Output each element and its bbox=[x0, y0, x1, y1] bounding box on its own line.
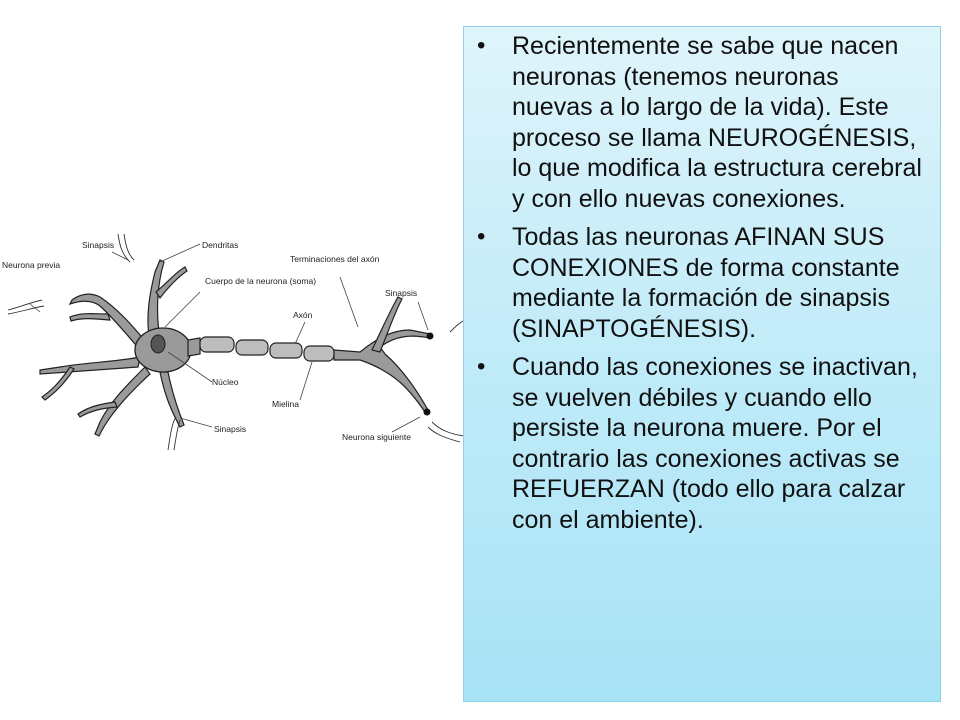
bullet-item bbox=[464, 222, 940, 344]
bullet-dot: • bbox=[477, 32, 486, 59]
label-sinapsis-top: Sinapsis bbox=[82, 240, 115, 250]
bullet-dot: • bbox=[477, 353, 486, 380]
nucleus bbox=[151, 335, 165, 353]
label-neurona-previa: Neurona previa bbox=[2, 260, 61, 270]
label-dendritas: Dendritas bbox=[202, 240, 239, 250]
terminal-bouton bbox=[427, 333, 434, 340]
label-terminaciones: Terminaciones del axón bbox=[290, 254, 380, 264]
bullet-text: Cuando las conexiones se inactivan, se vuelven débiles y cuando ello persiste la neurona muere. Por el contrario las conexiones activas se REFUERZAN (todo ello para calzar con el ambiente). bbox=[512, 353, 918, 534]
label-axon: Axón bbox=[293, 310, 313, 320]
label-sinapsis-bottom: Sinapsis bbox=[214, 424, 247, 434]
label-sinapsis-right: Sinapsis bbox=[385, 288, 418, 298]
label-cuerpo: Cuerpo de la neurona (soma) bbox=[205, 276, 317, 286]
axon-myelin bbox=[188, 337, 334, 361]
label-neurona-siguiente: Neurona siguiente bbox=[342, 432, 411, 442]
label-nucleo: Núcleo bbox=[212, 377, 239, 387]
neuron-illustration bbox=[0, 222, 470, 467]
bullet-text: Todas las neuronas AFINAN SUS CONEXIONES de forma constante mediante la formación de sinapsis (SINAPTOGÉNESIS). bbox=[512, 223, 900, 343]
bullet-item bbox=[464, 31, 940, 214]
content-textbox bbox=[463, 26, 941, 702]
bullet-dot: • bbox=[477, 223, 486, 250]
bullet-text: Recientemente se sabe que nacen neuronas (tenemos neuronas nuevas a lo largo de la vida). Este proceso se llama NEUROGÉNESIS, lo que modifica la estructura cerebral y con ello nuevas conexiones. bbox=[512, 32, 922, 213]
neuron-diagram bbox=[0, 222, 470, 467]
terminal-bouton bbox=[424, 409, 431, 416]
label-mielina: Mielina bbox=[272, 399, 299, 409]
bullet-item bbox=[464, 352, 940, 535]
axon-terminals bbox=[334, 297, 430, 412]
bullet-list bbox=[464, 31, 940, 543]
